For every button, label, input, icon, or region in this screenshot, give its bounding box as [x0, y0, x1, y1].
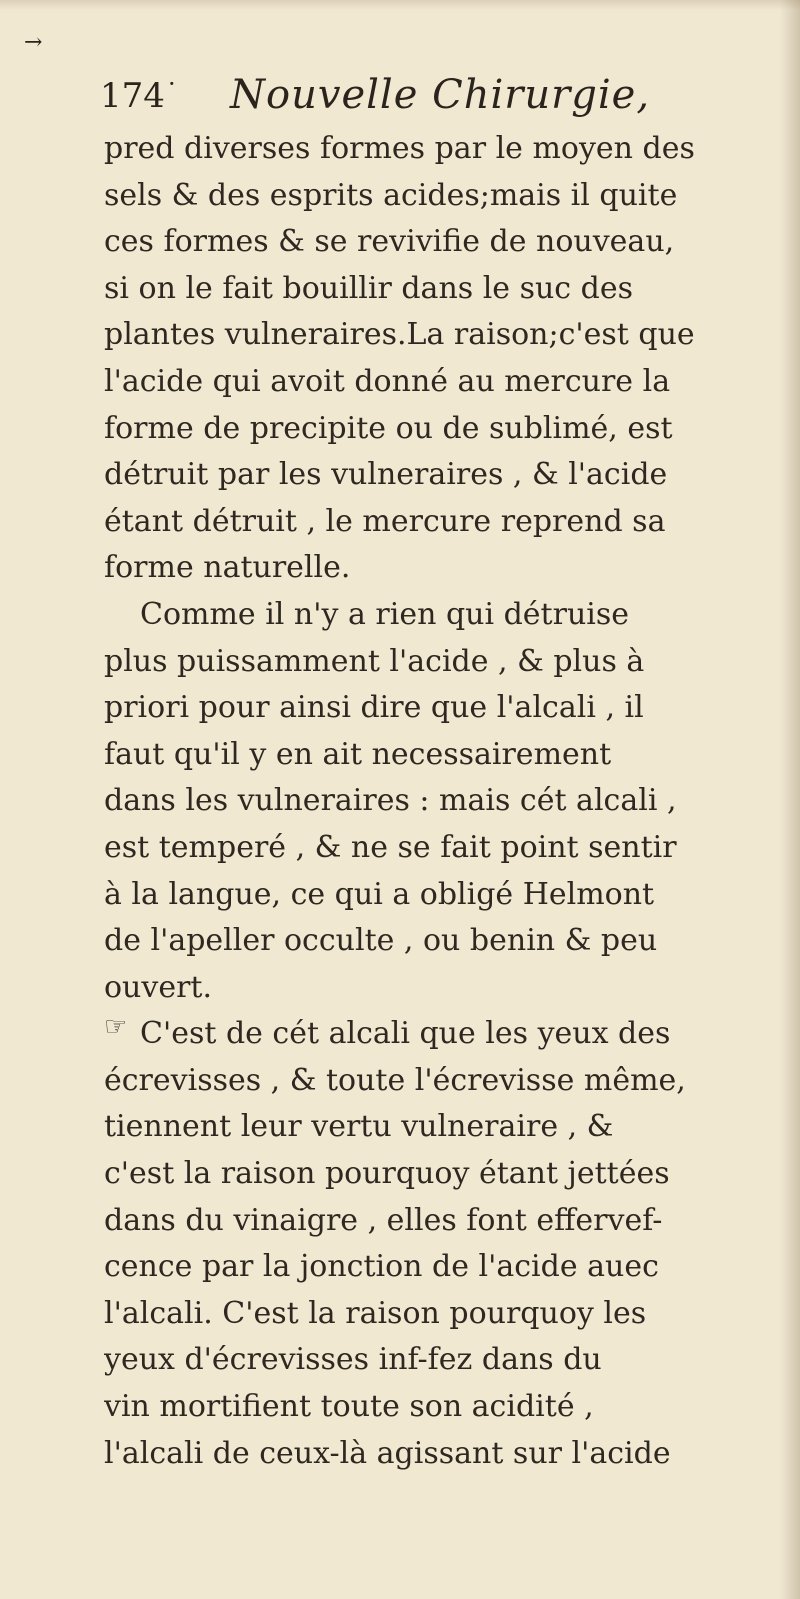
- text-line: yeux d'écrevisses inf-fez dans du: [104, 1342, 602, 1378]
- text-line: plus puissamment l'acide , & plus à: [104, 643, 645, 679]
- text-line: étant détruit , le mercure reprend sa: [104, 503, 666, 539]
- text-line: forme naturelle.: [104, 550, 351, 586]
- text-line: tiennent leur vertu vulneraire , &: [104, 1109, 614, 1145]
- text-line: faut qu'il y en ait necessairement: [104, 736, 612, 772]
- text-line: ces formes & se revivifie de nouveau,: [104, 224, 675, 260]
- text-line: l'alcali de ceux-là agissant sur l'acide: [104, 1435, 671, 1471]
- text-line: plantes vulneraires.La raison;c'est que: [104, 317, 695, 353]
- text-line: sels & des esprits acides;mais il quite: [104, 177, 678, 213]
- text-line: pred diverses formes par le moyen des: [104, 131, 695, 166]
- text-line: dans les vulneraires : mais cét alcali ,: [104, 783, 677, 819]
- text-line: à la langue, ce qui a obligé Helmont: [104, 876, 655, 912]
- text-line: de l'apeller occulte , ou benin & peu: [104, 923, 658, 959]
- text-line: c'est la raison pourquoy étant jettées: [104, 1156, 670, 1192]
- page-number: 174: [100, 76, 165, 116]
- text-line: l'acide qui avoit donné au mercure la: [104, 363, 671, 399]
- text-line: Comme il n'y a rien qui détruise: [140, 596, 630, 632]
- text-line: écrevisses , & toute l'écrevisse même,: [104, 1062, 686, 1098]
- text-line: ouvert.: [104, 969, 213, 1005]
- corner-mark: →: [24, 30, 43, 55]
- header-tick-mark: ·: [168, 70, 176, 98]
- text-line: C'est de cét alcali que les yeux des: [140, 1016, 671, 1052]
- text-line: priori pour ainsi dire que l'alcali , il: [104, 690, 644, 726]
- running-title: Nouvelle Chirurgie,: [230, 72, 651, 118]
- page-edge-shadow: [780, 0, 800, 1599]
- body-text: [104, 126, 744, 1477]
- text-line: dans du vinaigre , elles font effervef-: [104, 1202, 663, 1238]
- page-top-shadow: [0, 0, 800, 10]
- text-line: est temperé , & ne se fait point sentir: [104, 829, 677, 865]
- text-line: l'alcali. C'est la raison pourquoy les: [104, 1295, 647, 1331]
- page-header: [100, 70, 760, 130]
- text-line: cence par la jonction de l'acide auec: [104, 1249, 659, 1285]
- pointing-hand-icon: ☞: [104, 1012, 128, 1042]
- text-line: forme de precipite ou de sublimé, est: [104, 410, 673, 446]
- text-line: vin mortifient toute son acidité ,: [104, 1389, 594, 1425]
- text-line: détruit par les vulneraires , & l'acide: [104, 457, 668, 493]
- text-line: si on le fait bouillir dans le suc des: [104, 270, 633, 306]
